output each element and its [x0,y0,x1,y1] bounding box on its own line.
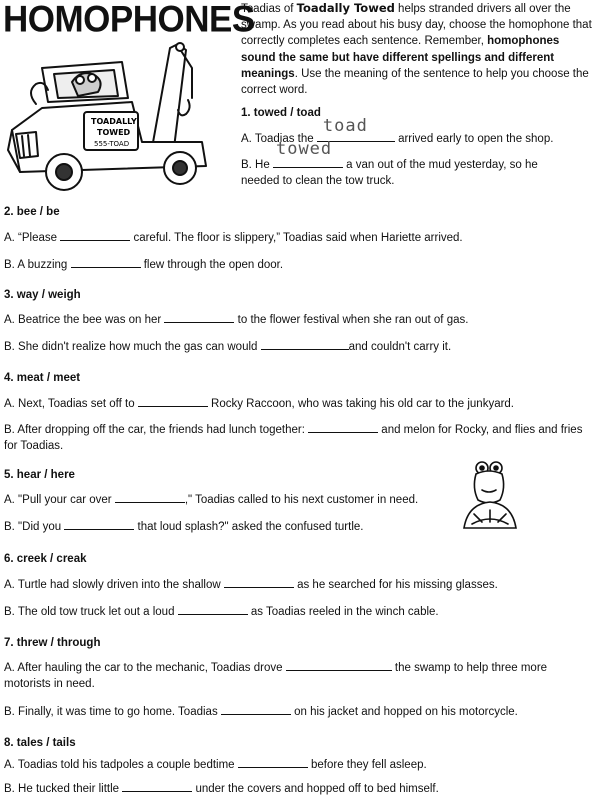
truck-text-line1: TOADALLY [91,117,137,126]
question-5-a [4,491,418,506]
sentence-text: under the covers and hopped off to bed himself. [192,783,439,795]
question-6-a [4,576,498,591]
sentence-text: as he searched for his missing glasses. [293,579,498,591]
intro-paragraph [241,0,593,98]
sentence-text: B. A buzzing [4,259,71,271]
sentence-text: Rocky Raccoon, who was taking his old car to the junkyard. [207,398,515,410]
answer-blank[interactable] [122,780,192,792]
question-8-a [4,756,427,771]
question-7-a [4,659,594,692]
intro-definition: homophones sound the same but have different spellings and different meanings [241,35,560,80]
answer-blank[interactable] [221,703,291,715]
sentence-text: and couldn't carry it. [348,341,452,353]
truck-text-line3: 555-TOAD [94,140,130,148]
question-2-b [4,256,283,271]
question-6-b [4,603,439,618]
sentence-text: A. Beatrice the bee was on her [4,314,165,326]
intro-text-2: helps stranded drivers all over the swamp. As you read about his busy day, choose the homophone that correctly completes each sentence. Remember, [241,3,592,48]
sentence-text: B. He tucked their little [4,783,123,795]
question-3-a [4,311,468,326]
sentence-text: B. Finally, it was time to go home. Toadias [4,706,221,718]
intro-text-3: . Use the meaning of the sentence to help you choose the correct word. [241,67,589,97]
answer-blank[interactable] [60,229,130,241]
sentence-text: to the flower festival when she ran out of gas. [234,314,469,326]
answer-blank[interactable] [64,518,134,530]
sentence-text: as Toadias reeled in the winch cable. [247,606,439,618]
sentence-text: arrived early to open the shop. [394,133,554,145]
sentence-text: careful. The floor is slippery,” Toadias said when Hariette arrived. [130,232,463,244]
sentence-text: a van out of the mud yesterday, so he needed to clean the tow truck. [241,159,538,187]
answer-blank[interactable] [286,659,392,671]
sentence-text: A. Next, Toadias set off to [4,398,138,410]
sentence-text: ," Toadias called to his next customer in need. [184,494,419,506]
question-3-b [4,338,451,353]
question-7-b [4,703,518,718]
sentence-text: A. After hauling the car to the mechanic, Toadias drove [4,662,286,674]
sentence-text: A. “Please [4,232,61,244]
handwritten-answer: toad [322,116,368,136]
answer-blank[interactable] [115,491,185,503]
question-5-heading: 5. hear / here [4,469,75,481]
answer-blank[interactable] [224,576,294,588]
sentence-text: A. "Pull your car over [4,494,115,506]
question-3-heading: 3. way / weigh [4,289,81,301]
answer-blank[interactable] [273,139,343,168]
answer-blank[interactable] [261,338,349,350]
sentence-text: on his jacket and hopped on his motorcycle. [290,706,518,718]
question-7-heading: 7. threw / through [4,637,101,649]
sentence-text: A. Toadias the [241,133,317,145]
sentence-text: that loud splash?" asked the confused turtle. [134,521,364,533]
answer-blank[interactable] [164,311,234,323]
answer-blank[interactable] [308,421,378,433]
question-2-heading: 2. bee / be [4,206,60,218]
brand-name: Toadally Towed [296,1,395,15]
sentence-text: flew through the open door. [140,259,284,271]
intro-text-1: Toadias of [241,3,297,15]
turtle-icon [460,458,520,532]
answer-blank[interactable] [71,256,141,268]
question-8-b [4,780,439,795]
question-5-b [4,518,363,533]
sentence-text: B. The old tow truck let out a loud [4,606,178,618]
answer-blank[interactable] [238,756,308,768]
question-4-b [4,421,594,454]
sentence-text: B. She didn't realize how much the gas can would [4,341,261,353]
question-2-a [4,229,463,244]
sentence-text: B. After dropping off the car, the friends had lunch together: [4,424,309,436]
question-1-heading: 1. towed / toad [241,107,321,119]
answer-blank[interactable] [138,395,208,407]
tow-truck-illustration [2,38,228,198]
question-6-heading: 6. creek / creak [4,553,87,565]
tow-truck-icon [2,38,228,198]
handwritten-answer: towed [275,139,333,159]
question-4-heading: 4. meat / meet [4,372,81,384]
sentence-text: A. Toadias told his tadpoles a couple bedtime [4,759,238,771]
sentence-text: A. Turtle had slowly driven into the shallow [4,579,224,591]
turtle-illustration [460,458,520,532]
question-8-heading: 8. tales / tails [4,737,76,749]
sentence-text: the swamp to help three more motorists in need. [4,662,548,690]
question-4-a [4,395,514,410]
sentence-text: B. "Did you [4,521,65,533]
page-title: HOMOPHONES [3,0,255,40]
sentence-text: and melon for Rocky, and flies and fries for Toadias. [4,424,583,452]
sentence-text: before they fell asleep. [307,759,427,771]
answer-blank[interactable] [178,603,248,615]
sentence-text: B. He [241,159,273,171]
truck-text-line2: TOWED [97,128,131,137]
